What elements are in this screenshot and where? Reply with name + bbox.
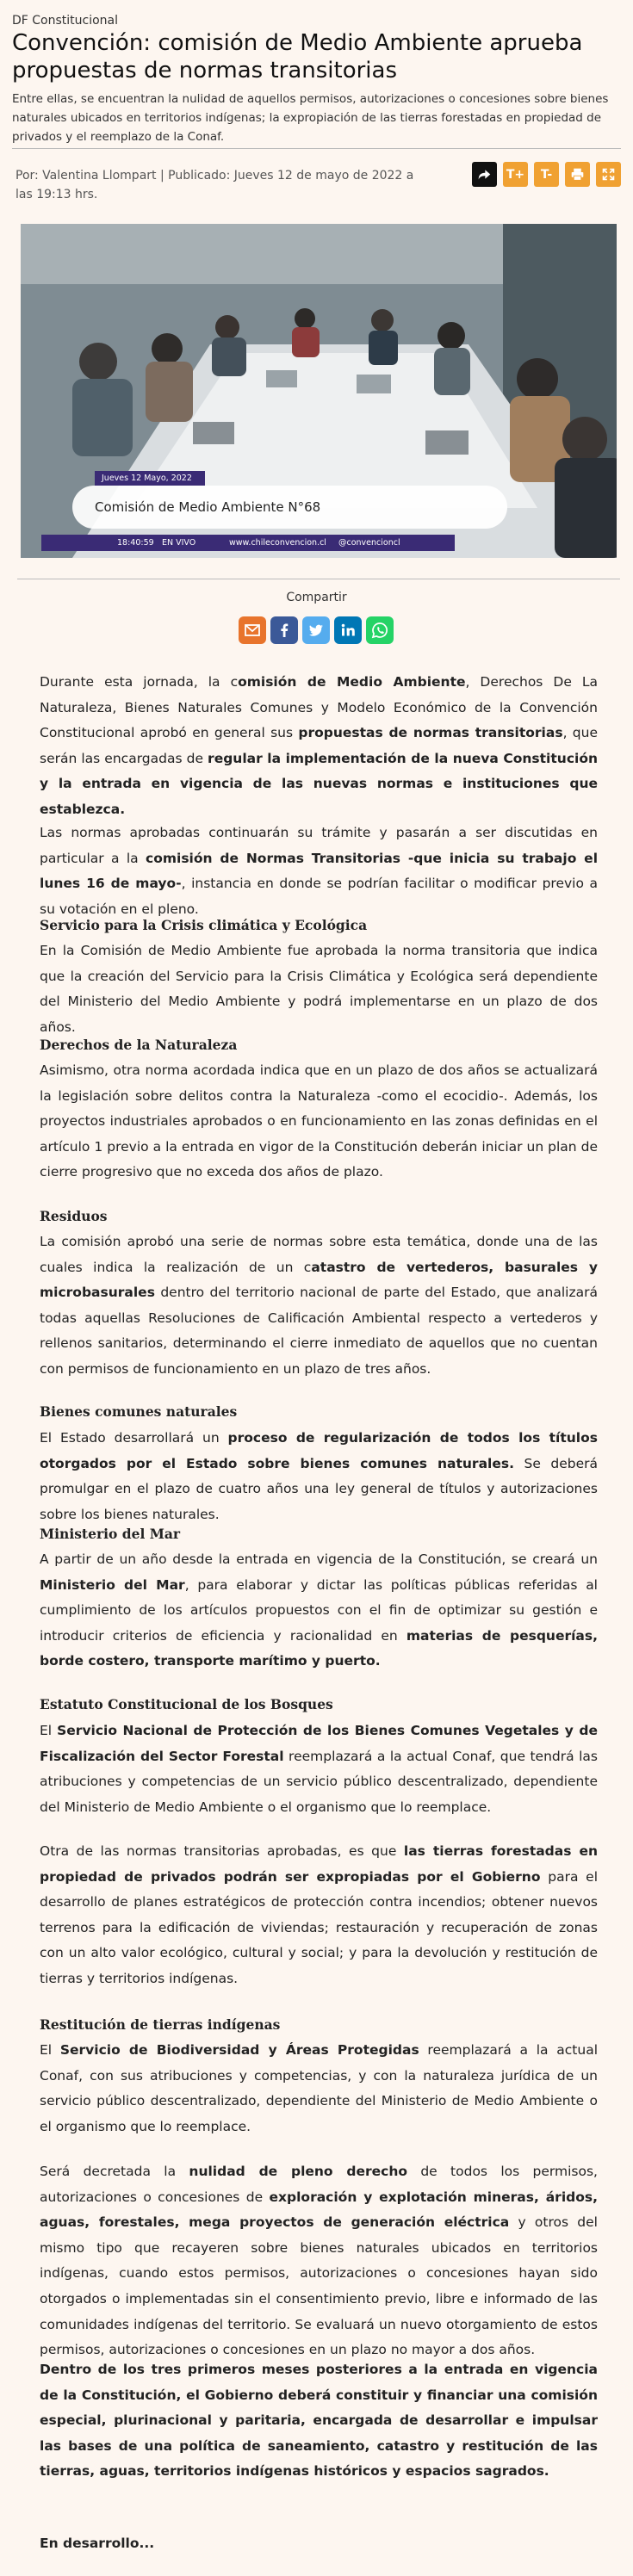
divider — [12, 148, 621, 149]
email-icon[interactable] — [239, 616, 266, 644]
subheading: Servicio para la Crisis climática y Ecológica — [40, 917, 368, 933]
subheading: Bienes comunes naturales — [40, 1403, 238, 1420]
headline: Convención: comisión de Medio Ambiente aprueba propuestas de normas transitorias — [12, 30, 583, 84]
whatsapp-icon[interactable] — [366, 616, 394, 644]
share-arrow-icon[interactable] — [472, 162, 497, 187]
subheading: Ministerio del Mar — [40, 1526, 181, 1542]
font-decrease-button[interactable]: T- — [534, 162, 559, 187]
subheading: Estatuto Constitucional de los Bosques — [40, 1696, 333, 1712]
paragraph: A partir de un año desde la entrada en vigencia de la Constitución, se creará un Ministerio del Mar, para elaborar y dictar las políticas públicas referidas al cumplimiento de los artículos propuestos con el fin de optimizar su gestión e introducir criterios de eficiencia y racionalidad en materias de pesquerías, borde costero, transporte marítimo y puerto. — [40, 1551, 598, 1669]
expand-icon[interactable] — [596, 162, 621, 187]
lower-third-date: Jueves 12 Mayo, 2022 — [95, 471, 205, 486]
linkedin-icon[interactable] — [334, 616, 362, 644]
paragraph: El Servicio de Biodiversidad y Áreas Protegidas reemplazará a la actual Conaf, con sus atribuciones y competencias, y con la naturaleza jurídica de un servicio público descentralizado, dependiente del Ministerio de Medio Ambiente o el organismo que lo reemplace. — [40, 2042, 598, 2134]
broadcast-bar — [41, 535, 455, 551]
article-toolbar — [472, 162, 621, 187]
paragraph: El Servicio Nacional de Protección de los Bienes Comunes Vegetales y de Fiscalización del Sector Forestal reemplazará a la actual Conaf, que tendrá las atribuciones y competencias de un servicio público descentralizado, dependiente del Ministerio de Medio Ambiente o el organismo que lo reemplace. — [40, 1723, 598, 1815]
paragraph: Durante esta jornada, la comisión de Medio Ambiente, Derechos De La Naturaleza, Bienes Naturales Comunes y Modelo Económico de la Convención Constitucional aprobó en general sus propuestas de normas transitorias, que serán las encargadas de regular la implementación de la nueva Constitución y la entrada en vigencia de las nuevas normas e instituciones que establezca. — [40, 674, 599, 817]
section-label[interactable]: DF Constitucional — [12, 14, 119, 28]
lower-third-title: Comisión de Medio Ambiente N°68 — [72, 486, 507, 529]
paragraph: En la Comisión de Medio Ambiente fue aprobada la norma transitoria que indica que la creación del Servicio para la Crisis Climática y Ecológica será dependiente del Ministerio del Medio Ambiente y podrá implementarse en un plazo de dos años. — [40, 943, 598, 1035]
subheading: Derechos de la Naturaleza — [40, 1037, 238, 1053]
share-buttons — [239, 616, 394, 644]
paragraph: Será decretada la nulidad de pleno derecho de todos los permisos, autorizaciones o concesiones de exploración y explotación mineras, áridos, aguas, forestales, mega proyectos de generación eléctrica y otros del mismo tipo que recayeren sobre bienes naturales ubicados en territorios indígenas, cuando estos permisos, autorizaciones o concesiones hayan sido otorgados o implementadas sin el consentimiento previo, libre e informado de las comunidades indígenas del territorio. Se evaluará un nuevo otorgamiento de estos permisos, autorizaciones o concesiones en un plazo no mayor a dos años. — [40, 2164, 598, 2358]
closing-note: En desarrollo... — [40, 2536, 155, 2551]
broadcast-time: 18:40:59 — [117, 538, 154, 548]
subheading: Residuos — [40, 1208, 108, 1224]
font-increase-button[interactable]: T+ — [503, 162, 528, 187]
article-photo — [21, 224, 617, 558]
share-label: Compartir — [286, 591, 347, 604]
paragraph: Las normas aprobadas continuarán su trámite y pasarán a ser discutidas en particular a la comisión de Normas Transitorias -que inicia su trabajo el lunes 16 de mayo-, instancia en donde se podrían facilitar o modificar previo a su votación en el pleno. — [40, 825, 599, 917]
broadcast-social: @convencioncl — [338, 538, 400, 548]
broadcast-site: www.chileconvencion.cl — [229, 538, 326, 548]
byline: Por: Valentina Llompart | Publicado: Jueves 12 de mayo de 2022 a las 19:13 hrs. — [16, 169, 414, 201]
lead-summary: Entre ellas, se encuentran la nulidad de aquellos permisos, autorizaciones o concesiones sobre bienes naturales ubicados en territorios indígenas; la expropiación de las tierras forestadas en propiedad de privados y el reemplazo de la Conaf. — [12, 92, 609, 144]
subheading: Restitución de tierras indígenas — [40, 2016, 281, 2033]
live-badge: EN VIVO — [162, 538, 196, 548]
twitter-icon[interactable] — [302, 616, 330, 644]
paragraph: Dentro de los tres primeros meses posteriores a la entrada en vigencia de la Constitución, el Gobierno deberá constituir y financiar una comisión especial, plurinacional y paritaria, encargada de desarrollar e impulsar las bases de una política de saneamiento, catastro y restitución de las tierras, aguas, territorios indígenas históricos y espacios sagrados. — [40, 2362, 598, 2480]
paragraph: El Estado desarrollará un proceso de regularización de todos los títulos otorgados por el Estado sobre bienes comunes naturales. Se deberá promulgar en el plazo de cuatro años una ley general de títulos y autorizaciones sobre los bienes naturales. — [40, 1430, 598, 1522]
paragraph: Otra de las normas transitorias aprobadas, es que las tierras forestadas en propiedad de privados podrán ser expropiadas por el Gobierno para el desarrollo de planes estratégicos de protección contra incendios; obtener nuevos terrenos para la edificación de viviendas; restauración y recuperación de zonas con un alto valor ecológico, cultural y social; y para la devolución y restitución de tierras y territorios indígenas. — [40, 1843, 599, 1986]
paragraph: La comisión aprobó una serie de normas sobre esta temática, donde una de las cuales indica la realización de un catastro de vertederos, basurales y microbasurales dentro del territorio nacional de parte del Estado, que analizará todas aquellas Resoluciones de Calificación Ambiental respecto a vertederos y rellenos sanitarios, determinando el cierre inmediato de aquellos que no cuentan con permisos de funcionamiento en un plazo de tres años. — [40, 1234, 598, 1377]
facebook-icon[interactable] — [270, 616, 298, 644]
paragraph: Asimismo, otra norma acordada indica que en un plazo de dos años se actualizará la legislación sobre delitos contra la Naturaleza -como el ecocidio-. Además, los proyectos industriales aprobados o en funcionamiento en las zonas definidas en el artículo 1 previo a la entrada en vigor de la Constitución deberán iniciar un plan de cierre progresivo que no exceda dos años de plazo. — [40, 1062, 598, 1180]
printer-icon[interactable] — [565, 162, 590, 187]
